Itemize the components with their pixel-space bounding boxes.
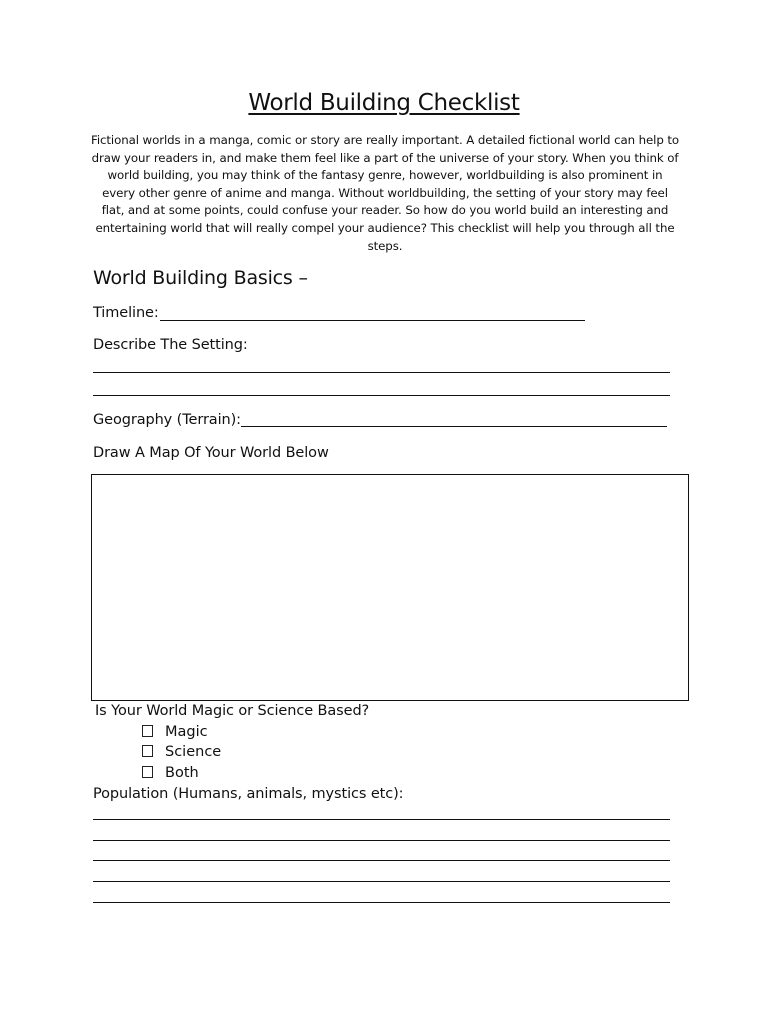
option-label: Both xyxy=(165,765,199,781)
timeline-label: Timeline: xyxy=(93,305,159,321)
setting-answer-line-2[interactable] xyxy=(93,395,670,396)
population-answer-line-5[interactable] xyxy=(93,902,670,903)
intro-paragraph: Fictional worlds in a manga, comic or story are really important. A detailed fictional world can help to draw your readers in, and make them feel like a part of the universe of your story. When you think of world building, you may think of the fantasy genre, however, worldbuilding is also prominent in every other genre of anime and manga. Without worldbuilding, the setting of your story may feel flat, and at some points, could confuse your reader. So how do you world build an interesting and entertaining world that will really compel your audience? This checklist will help you through all the steps. xyxy=(91,133,679,253)
option-label: Magic xyxy=(165,724,208,740)
population-answer-line-3[interactable] xyxy=(93,860,670,861)
option-label: Science xyxy=(165,744,222,760)
option-magic[interactable] xyxy=(142,724,208,740)
timeline-answer-line[interactable] xyxy=(160,320,585,321)
checkbox-icon[interactable] xyxy=(142,725,153,737)
population-answer-line-2[interactable] xyxy=(93,840,670,841)
setting-label: Describe The Setting: xyxy=(93,337,248,353)
page-title: World Building Checklist xyxy=(248,90,520,116)
magic-science-question: Is Your World Magic or Science Based? xyxy=(95,703,370,719)
population-answer-line-1[interactable] xyxy=(93,819,670,820)
checkbox-icon[interactable] xyxy=(142,766,153,778)
option-both[interactable] xyxy=(142,765,199,781)
section-heading-basics: World Building Basics – xyxy=(93,267,308,289)
population-label: Population (Humans, animals, mystics etc): xyxy=(93,786,404,802)
map-drawing-box[interactable] xyxy=(91,474,689,701)
checkbox-icon[interactable] xyxy=(142,745,153,757)
option-science[interactable] xyxy=(142,744,221,760)
population-answer-line-4[interactable] xyxy=(93,881,670,882)
geography-label: Geography (Terrain): xyxy=(93,412,241,428)
map-label: Draw A Map Of Your World Below xyxy=(93,445,329,461)
setting-answer-line-1[interactable] xyxy=(93,372,670,373)
geography-answer-line[interactable] xyxy=(241,426,667,427)
